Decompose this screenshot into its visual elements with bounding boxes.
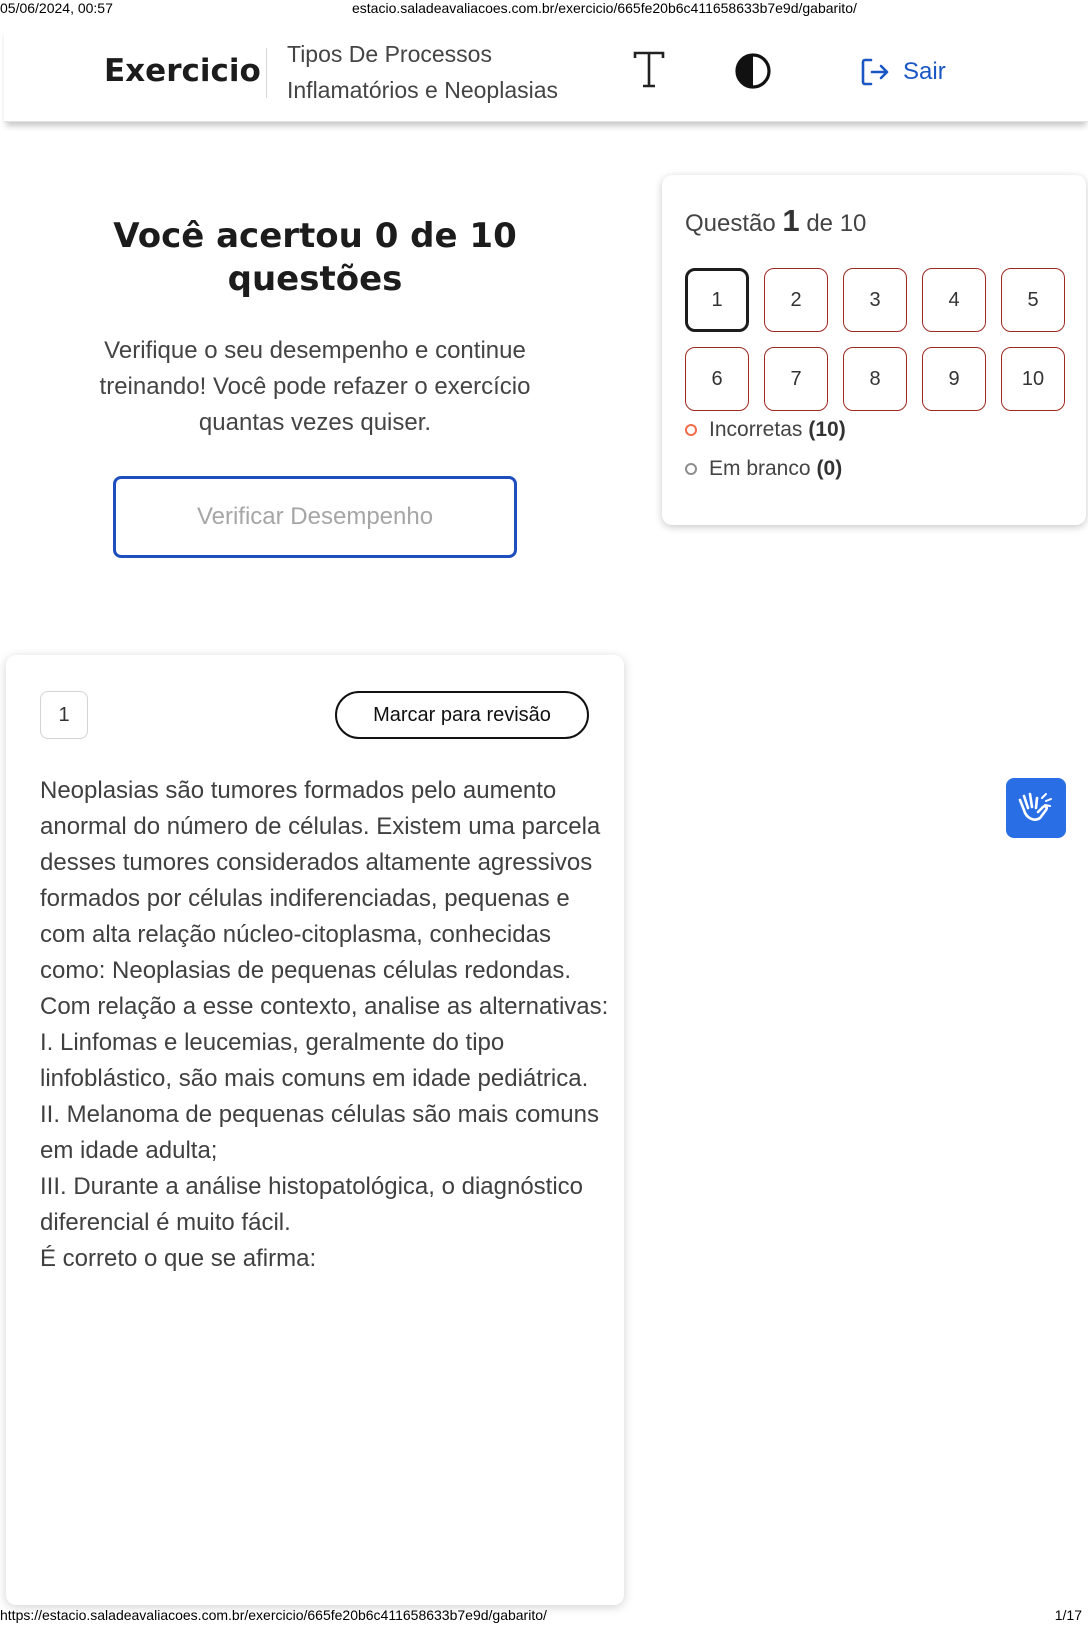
font-size-icon[interactable] <box>632 50 666 90</box>
brand-title: Exercicio <box>104 53 261 89</box>
question-button-8[interactable]: 8 <box>843 347 907 411</box>
print-datetime: 05/06/2024, 00:57 <box>0 0 113 16</box>
legend-blank-count: (0) <box>816 457 843 480</box>
print-page-number: 1/17 <box>1054 1607 1082 1623</box>
incorrect-dot-icon <box>685 424 697 436</box>
exercise-subject <box>287 36 607 108</box>
logout-label: Sair <box>903 58 946 85</box>
question-button-10[interactable]: 10 <box>1001 347 1065 411</box>
question-navigator <box>662 175 1086 525</box>
header-divider <box>266 48 267 98</box>
counter-suffix: de 10 <box>806 210 867 237</box>
statement-item-3: III. Durante a análise histopatológica, o diagnóstico diferencial é muito fácil. <box>40 1173 584 1236</box>
question-card <box>6 655 624 1605</box>
legend-blank <box>685 457 842 481</box>
question-counter <box>685 203 866 239</box>
statement-item-1: I. Linfomas e leucemias, geralmente do tipo linfoblástico, são mais comuns em idade pediátrica. <box>40 1029 589 1092</box>
logout-button[interactable] <box>859 56 946 88</box>
score-title <box>60 215 570 301</box>
print-footer <box>0 1603 1088 1625</box>
sign-language-button[interactable] <box>1006 778 1066 838</box>
question-grid <box>685 268 1065 411</box>
print-footer-url: https://estacio.saladeavaliacoes.com.br/exercicio/665fe20b6c411658633b7e9d/gabarito/ <box>0 1607 547 1623</box>
question-button-6[interactable]: 6 <box>685 347 749 411</box>
verify-performance-button[interactable]: Verificar Desempenho <box>113 476 517 558</box>
top-bar <box>4 26 1088 122</box>
statement-paragraph: Neoplasias são tumores formados pelo aumento anormal do número de células. Existem uma parcela desses tumores considerados altamente agressivos formados por células indiferenciadas, pequenas e com alta relação núcleo-citoplasma, conhecidas como: Neoplasias de pequenas células redondas. Com relação a esse contexto, analise as alternativas: <box>40 777 609 1020</box>
question-button-2[interactable]: 2 <box>764 268 828 332</box>
counter-prefix: Questão <box>685 210 776 237</box>
subject-line-2: Inflamatórios e Neoplasias <box>287 77 559 103</box>
question-statement <box>40 773 610 1277</box>
contrast-icon[interactable] <box>734 52 772 90</box>
logout-icon <box>859 56 891 88</box>
legend-incorrect-count: (10) <box>808 418 846 441</box>
question-number-badge: 1 <box>40 691 88 739</box>
mark-for-review-button[interactable]: Marcar para revisão <box>335 691 589 739</box>
score-description: Verifique o seu desempenho e continue treinando! Você pode refazer o exercício quantas vezes quiser. <box>99 337 531 436</box>
subject-line-1: Tipos De Processos <box>287 41 492 67</box>
legend-blank-label: Em branco <box>709 457 811 480</box>
question-button-4[interactable]: 4 <box>922 268 986 332</box>
print-url: estacio.saladeavaliacoes.com.br/exercicio/665fe20b6c411658633b7e9d/gabarito/ <box>352 0 857 16</box>
score-title-line-2: questões <box>227 259 403 299</box>
question-button-1[interactable]: 1 <box>685 268 749 332</box>
statement-item-2: II. Melanoma de pequenas células são mais comuns em idade adulta; <box>40 1101 599 1164</box>
result-summary <box>60 215 570 441</box>
sign-language-icon <box>1016 788 1056 828</box>
counter-current: 1 <box>782 203 800 238</box>
question-button-7[interactable]: 7 <box>764 347 828 411</box>
question-button-5[interactable]: 5 <box>1001 268 1065 332</box>
score-title-line-1: Você acertou 0 de 10 <box>113 216 517 256</box>
question-button-9[interactable]: 9 <box>922 347 986 411</box>
statement-prompt: É correto o que se afirma: <box>40 1245 317 1272</box>
legend-incorrect-label: Incorretas <box>709 418 803 441</box>
blank-dot-icon <box>685 463 697 475</box>
print-header <box>0 0 1088 18</box>
legend-incorrect <box>685 418 846 442</box>
question-button-3[interactable]: 3 <box>843 268 907 332</box>
